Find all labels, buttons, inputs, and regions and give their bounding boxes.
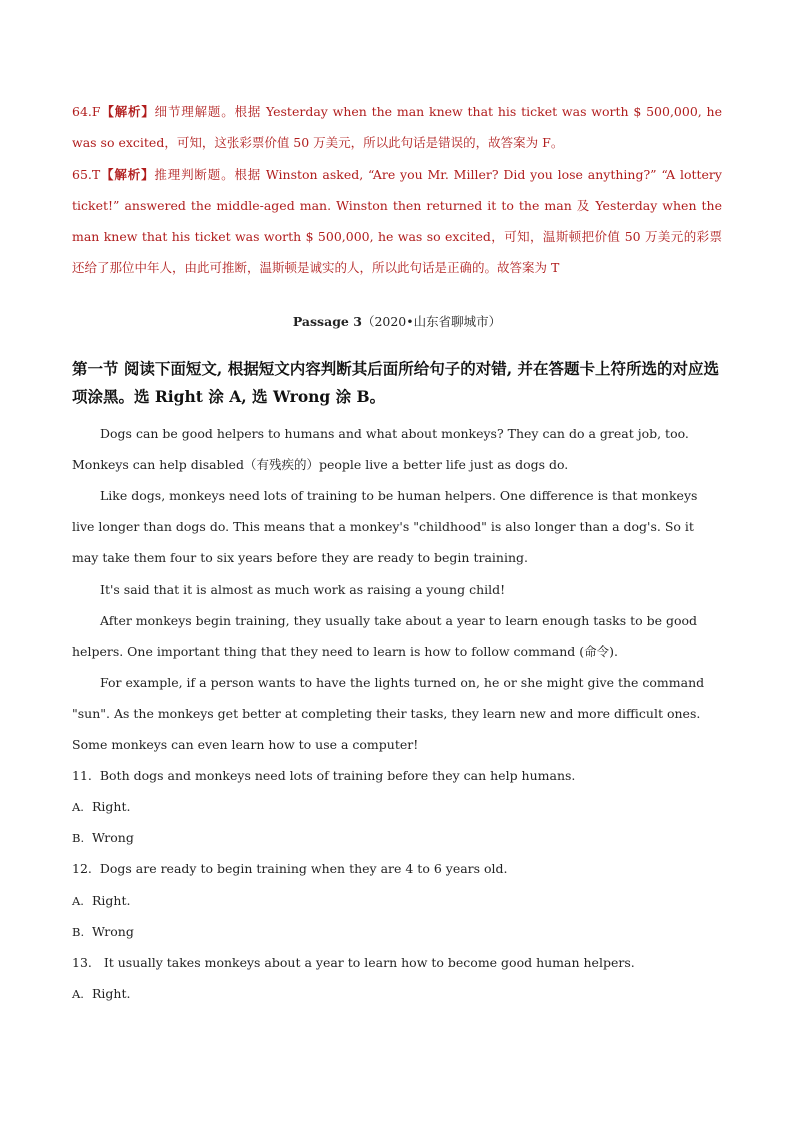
passage-source: （2020•山东省聊城市）: [361, 314, 502, 329]
answer-64: [72, 96, 722, 158]
option-b: [72, 827, 722, 849]
question-number: 11.: [72, 768, 92, 783]
option-b: [72, 921, 722, 943]
passage-paragraph: Dogs can be good helpers to humans and what about monkeys? They can do a great job, too. Monkeys can help disabled（有残疾的）people live a better life just as dogs do.: [72, 426, 689, 472]
question-number: 12.: [72, 861, 92, 876]
answer-number: 65.T: [72, 167, 101, 182]
passage-paragraph: Like dogs, monkeys need lots of training to be human helpers. One difference is that monkeys live longer than dogs do. This means that a monkey's "childhood" is also longer than a dog's. So it may take them four to six years before they are ready to begin training.: [72, 488, 698, 565]
option-letter: A.: [72, 894, 84, 908]
option-text: Wrong: [92, 830, 134, 845]
answer-number: 64.F: [72, 104, 101, 119]
question-13: [72, 952, 722, 974]
answer-65: [72, 159, 722, 283]
question-text: Both dogs and monkeys need lots of training before they can help humans.: [99, 768, 576, 783]
option-letter: B.: [72, 925, 85, 939]
option-a: [72, 890, 722, 912]
answer-explanation: 推理判断题。根据 Winston asked, “Are you Mr. Miller? Did you lose anything?” “A lottery ticket!” answered the middle-aged man. Winston then returned it to the man 及 Yesterday when the man knew that his ticket was worth $ 500,000, he was so excited，可知，温斯顿把价值 50 万美元的彩票还给了那位中年人，由此可推断，温斯顿是诚实的人，所以此句话是正确的。故答案为 T: [72, 167, 722, 275]
question-12: [72, 858, 722, 880]
analysis-tag: 【解析】: [100, 167, 155, 182]
analysis-tag: 【解析】: [100, 104, 155, 119]
passage-paragraph: For example, if a person wants to have the lights turned on, he or she might give the command "sun". As the monkeys get better at completing their tasks, they learn new and more difficult ones. Some monkeys can even learn how to use a computer!: [72, 675, 705, 752]
passage-title: [0, 311, 794, 333]
option-a: [72, 983, 722, 1005]
question-number: 13.: [72, 955, 92, 970]
option-text: Right.: [92, 986, 131, 1001]
option-letter: B.: [72, 831, 85, 845]
answer-explanation: 细节理解题。根据 Yesterday when the man knew that his ticket was worth $ 500,000, he was so excited，可知，这张彩票价值 50 万美元，所以此句话是错误的，故答案为 F。: [72, 104, 722, 150]
passage-name: Passage 3: [292, 314, 362, 329]
option-text: Right.: [92, 893, 131, 908]
question-11: [72, 765, 722, 787]
option-text: Right.: [92, 799, 131, 814]
question-text: It usually takes monkeys about a year to learn how to become good human helpers.: [99, 955, 635, 970]
option-a: [72, 796, 722, 818]
option-text: Wrong: [92, 924, 134, 939]
question-text: Dogs are ready to begin training when they are 4 to 6 years old.: [99, 861, 508, 876]
passage-paragraph: After monkeys begin training, they usually take about a year to learn enough tasks to be good helpers. One important thing that they need to learn is how to follow command (命令).: [72, 613, 698, 659]
option-letter: A.: [72, 800, 84, 814]
section-instruction: 第一节 阅读下面短文, 根据短文内容判断其后面所给句子的对错, 并在答题卡上符所选的对应选项涂黑。选 Right 涂 A, 选 Wrong 涂 B。: [72, 359, 719, 406]
option-letter: A.: [72, 987, 84, 1001]
passage-paragraph: It's said that it is almost as much work as raising a young child!: [100, 582, 506, 597]
